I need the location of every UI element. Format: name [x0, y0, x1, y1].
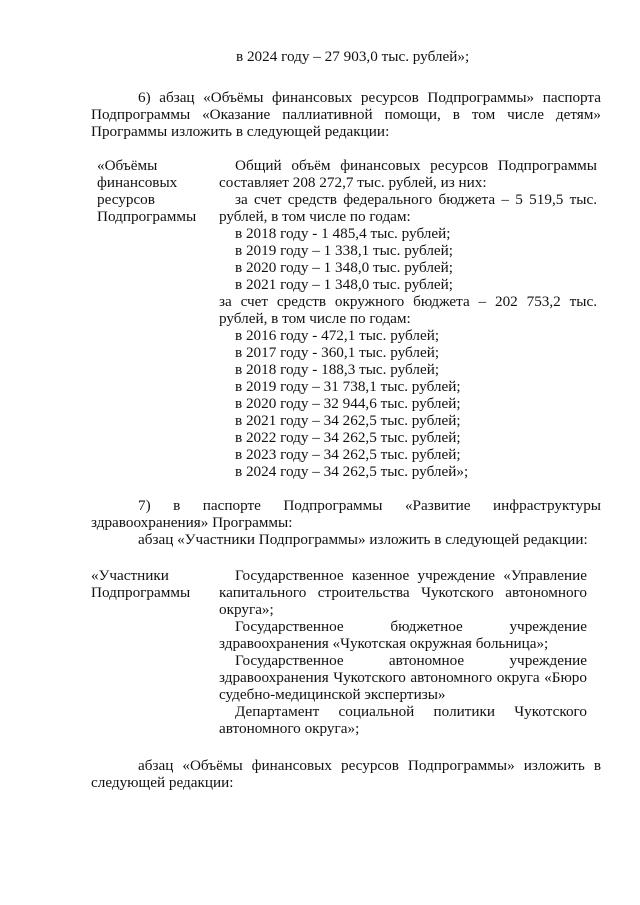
table2-line-5: здравоохранения «Чукотская окружная больница»;	[219, 635, 549, 652]
item7-line-2: здравоохранения» Программы:	[91, 514, 293, 531]
table1-line-19: в 2024 году – 34 262,5 тыс. рублей»;	[235, 463, 469, 480]
table1-line-13: в 2018 году - 188,3 тыс. рублей;	[235, 361, 440, 378]
table1-line-6: в 2019 году – 1 338,1 тыс. рублей;	[235, 242, 453, 259]
table1-label-2: финансовых	[97, 174, 178, 191]
table1-line-7: в 2020 году – 1 348,0 тыс. рублей;	[235, 259, 453, 276]
final-line-2: следующей редакции:	[91, 774, 234, 791]
table1-line-9: за счет средств окружного бюджета – 202 753,2 тыс.	[219, 293, 597, 310]
table1-line-8: в 2021 году – 1 348,0 тыс. рублей;	[235, 276, 453, 293]
table1-line-15: в 2020 году – 32 944,6 тыс. рублей;	[235, 395, 461, 412]
table2-line-6: Государственное автономное учреждение	[235, 652, 587, 669]
top-line: в 2024 году – 27 903,0 тыс. рублей»;	[236, 48, 470, 65]
item6-line-2: Подпрограммы «Оказание паллиативной помощи, в том числе детям»	[91, 106, 601, 123]
table1-line-12: в 2017 году - 360,1 тыс. рублей;	[235, 344, 440, 361]
table2-label-1: «Участники	[91, 567, 169, 584]
table1-line-10: рублей, в том числе по годам:	[219, 310, 411, 327]
item6-line-1: 6) абзац «Объёмы финансовых ресурсов Подпрограммы» паспорта	[138, 89, 601, 106]
item6-line-3: Программы изложить в следующей редакции:	[91, 123, 390, 140]
table2-line-9: Департамент социальной политики Чукотского	[235, 703, 587, 720]
table1-line-4: рублей, в том числе по годам:	[219, 208, 411, 225]
table1-line-5: в 2018 году - 1 485,4 тыс. рублей;	[235, 225, 451, 242]
table2-line-2: капитального строительства Чукотского автономного	[219, 584, 587, 601]
table1-label-4: Подпрограммы	[97, 208, 197, 225]
table1-line-11: в 2016 году - 472,1 тыс. рублей;	[235, 327, 440, 344]
table1-line-2: составляет 208 272,7 тыс. рублей, из них:	[219, 174, 487, 191]
table2-line-1: Государственное казенное учреждение «Управление	[235, 567, 587, 584]
table2-line-8: судебно-медицинской экспертизы»	[219, 686, 446, 703]
table1-line-1: Общий объём финансовых ресурсов Подпрограммы	[235, 157, 597, 174]
table2-line-7: здравоохранения Чукотского автономного округа «Бюро	[219, 669, 587, 686]
item7-line-3: абзац «Участники Подпрограммы» изложить в следующей редакции:	[138, 531, 588, 548]
table2-label-2: Подпрограммы	[91, 584, 191, 601]
item7-line-1: 7) в паспорте Подпрограммы «Развитие инфраструктуры	[138, 497, 601, 514]
table1-line-16: в 2021 году – 34 262,5 тыс. рублей;	[235, 412, 461, 429]
table1-label-1: «Объёмы	[97, 157, 158, 174]
table2-line-4: Государственное бюджетное учреждение	[235, 618, 587, 635]
table2-line-3: округа»;	[219, 601, 274, 618]
final-line-1: абзац «Объёмы финансовых ресурсов Подпрограммы» изложить в	[138, 757, 601, 774]
table1-line-18: в 2023 году – 34 262,5 тыс. рублей;	[235, 446, 461, 463]
table1-line-14: в 2019 году – 31 738,1 тыс. рублей;	[235, 378, 461, 395]
table1-line-3: за счет средств федерального бюджета – 5 519,5 тыс.	[235, 191, 597, 208]
table2-line-10: автономного округа»;	[219, 720, 360, 737]
table1-line-17: в 2022 году – 34 262,5 тыс. рублей;	[235, 429, 461, 446]
table1-label-3: ресурсов	[97, 191, 155, 208]
